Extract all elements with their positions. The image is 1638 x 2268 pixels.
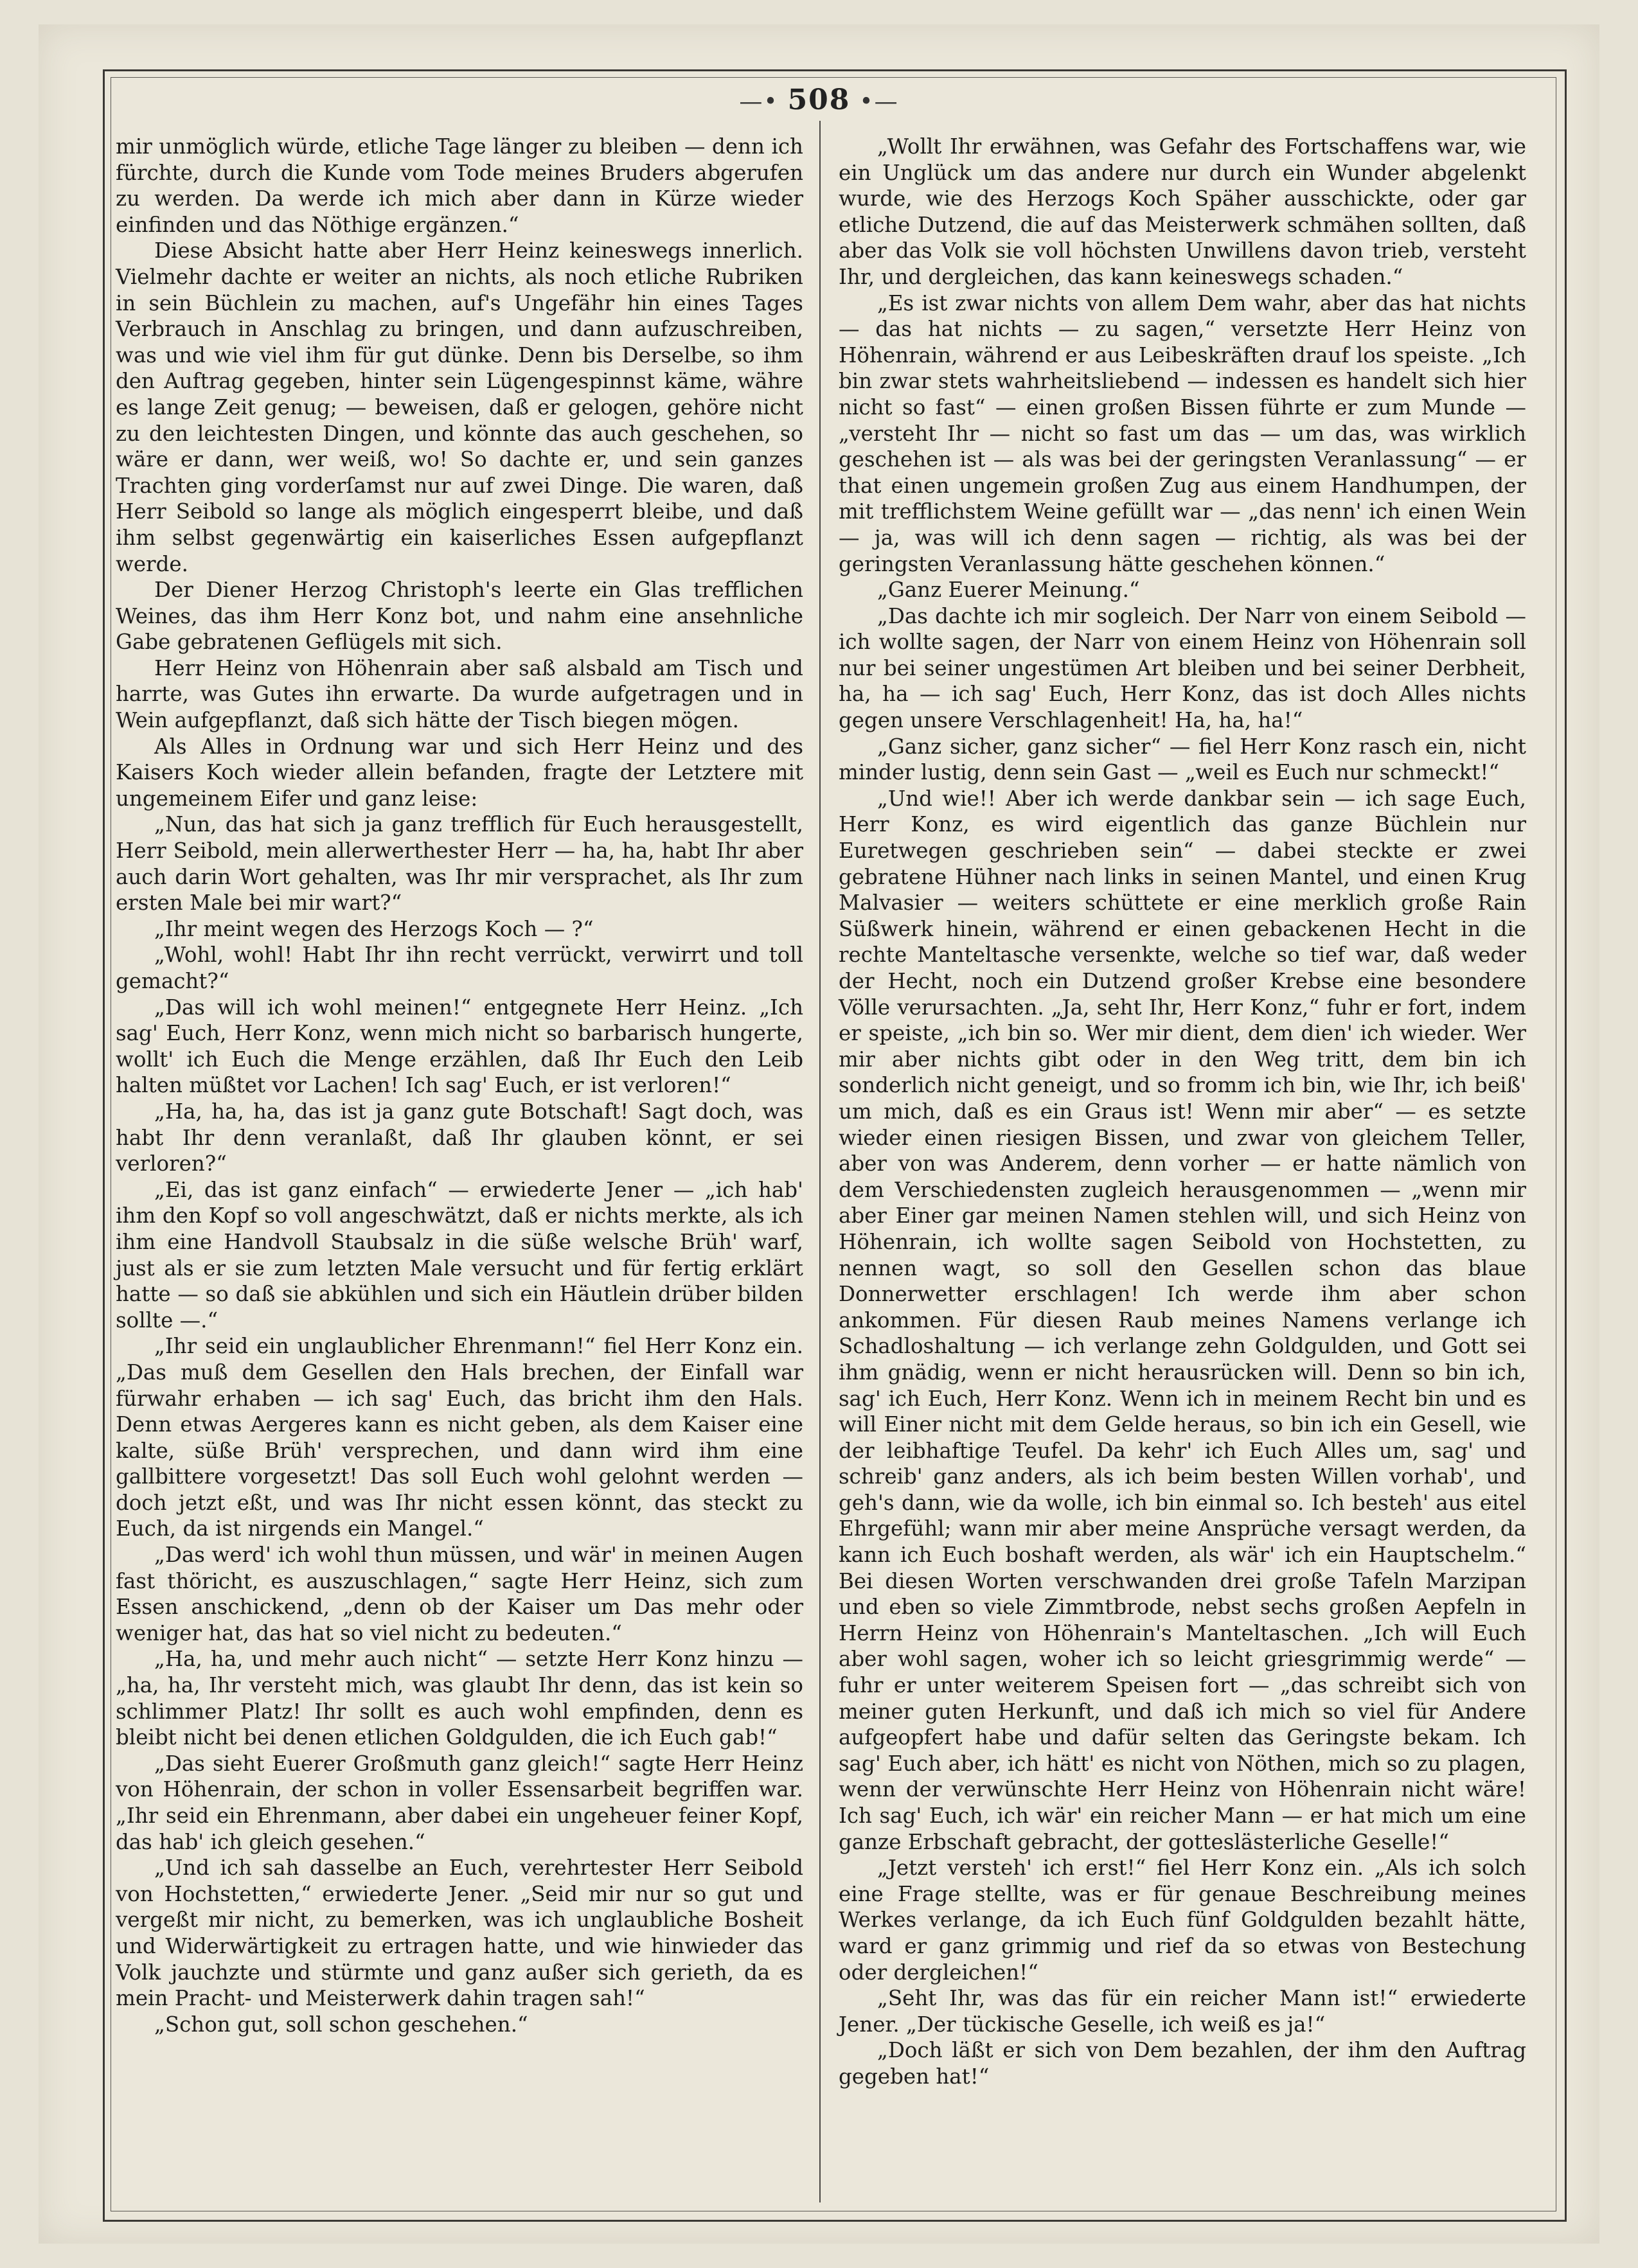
paragraph: Als Alles in Ordnung war und sich Herr Heinz und des Kaisers Koch wieder allein befanden, fragte der Letztere mit ungemeinem Eifer und ganz leise: [116,734,803,811]
paragraph: „Es ist zwar nichts von allem Dem wahr, aber das hat nichts — das hat nichts — zu sagen,“ versetzte Herr Heinz von Höhenrain, während er aus Leibeskräften drauf los speiste. „Ich bin zwar stets wahrheitsliebend — indessen es handelt sich hier nicht so fast“ — einen großen Bissen führte er zum Munde — „versteht Ihr — nicht so fast um das — um das, was wirklich geschehen ist — als was bei der geringsten Veranlassung“ — er that einen ungemein großen Zug aus einem Handhumpen, der mit trefflichstem Weine gefüllt war — „das nenn' ich einen Wein — ja, was will ich denn sagen — richtig, als was bei der geringsten Veranlassung hätte geschehen können.“ [839,290,1526,576]
paragraph: „Das will ich wohl meinen!“ entgegnete Herr Heinz. „Ich sag' Euch, Herr Konz, wenn mich nicht so barbarisch hungerte, wollt' ich Euch die Menge erzählen, daß Ihr Euch den Leib halten müßtet vor Lachen! Ich sag' Euch, er ist verloren!“ [116,995,803,1098]
paragraph: „Und wie!! Aber ich werde dankbar sein — ich sage Euch, Herr Konz, es wird eigentlich das ganze Büchlein nur Euretwegen geschrieben sein“ — dabei steckte er zwei gebratene Hühner nach links in seinen Mantel, und einen Krug Malvasier — weiters schüttete er eine merklich große Rain Süßwerk hinein, während er einen gebackenen Hecht in die rechte Manteltasche versenkte, welche so tief war, daß weder der Hecht, noch ein Dutzend großer Krebse eine besondere Völle verursachten. „Ja, seht Ihr, Herr Konz,“ fuhr er fort, indem er speiste, „ich bin so. Wer mir dient, dem dien' ich wieder. Wer mir aber nichts gibt oder in den Weg tritt, dem bin ich sonderlich nicht geneigt, und so fromm ich bin, wie Ihr, ich beiß' um mich, daß es ein Graus ist! Wenn mir aber“ — es setzte wieder einen riesigen Bissen, und zwar von gleichem Teller, aber von was Anderem, denn vorher — er hatte nämlich von dem Verschiedensten zugleich herausgenommen — „wenn mir aber Einer gar meinen Namen stehlen will, und sich Heinz von Höhenrain, ich wollte sagen Seibold von Hochstetten, zu nennen wagt, so soll den Gesellen schon das blaue Donnerwetter erschlagen! Ich werde ihm aber schon ankommen. Für diesen Raub meines Namens verlange ich Schadloshaltung — ich verlange zehn Goldgulden, und Gott sei ihm gnädig, wenn er nicht herausrücken will. Denn so bin ich, sag' ich Euch, Herr Konz. Wenn ich in meinem Recht bin und es will Einer nicht mit dem Gelde heraus, so bin ich ein Gesell, wie der leibhaftige Teufel. Da kehr' ich Euch Alles um, sag' und schreib' ganz anders, als ich beim besten Willen vorhab', und geh's dann, wie da wolle, ich bin einmal so. Ich besteh' aus eitel Ehrgefühl; wann mir aber meine Ansprüche versagt werden, da kann ich Euch boshaft werden, als wär' ich ein Hauptschelm.“ Bei diesen Worten verschwanden drei große Tafeln Marzipan und eben so viele Zimmtbrode, nebst sechs großen Aepfeln in Herrn Heinz von Höhenrain's Manteltaschen. „Ich will Euch aber wohl sagen, woher ich so leicht griesgrimmig werde“ — fuhr er unter weiterem Speisen fort — „das schreibt sich von meiner guten Herkunft, und daß ich mich so viel für Andere aufgeopfert habe und dafür selten das Geringste bekam. Ich sag' Euch aber, ich hätt' es nicht von Nöthen, mich so zu plagen, wenn der verwünschte Herr Heinz von Höhenrain nicht wäre! Ich sag' Euch, ich wär' ein reicher Mann — er hat mich um eine ganze Erbschaft gebracht, der gotteslästerliche Geselle!“ [839,786,1526,1854]
paragraph: mir unmöglich würde, etliche Tage länger zu bleiben — denn ich fürchte, durch die Kunde vom Tode meines Bruders abgerufen zu werden. Da werde ich mich aber dann in Kürze wieder einfinden und das Nöthige ergänzen.“ [116,134,803,237]
paragraph: „Doch läßt er sich von Dem bezahlen, der ihm den Auftrag gegeben hat!“ [839,2038,1526,2089]
newspaper-page [39,24,1599,2244]
paragraph: „Das werd' ich wohl thun müssen, und wär' in meinen Augen fast thöricht, es auszuschlagen,“ sagte Herr Heinz, sich zum Essen anschickend, „denn ob der Kaiser um Das mehr oder weniger hat, das hat so viel nicht zu bedeuten.“ [116,1543,803,1645]
paragraph: „Wohl, wohl! Habt Ihr ihn recht verrückt, verwirrt und toll gemacht?“ [116,943,803,993]
left-column [116,134,803,2037]
column-divider [819,121,821,2202]
paragraph: Diese Absicht hatte aber Herr Heinz keineswegs innerlich. Vielmehr dachte er weiter an nichts, als noch etliche Rubriken in sein Büchlein zu machen, auf's Ungefähr hin eines Tages Verbrauch in Anschlag zu bringen, und dann aufzuschreiben, was und wie viel ihm für gut dünke. Denn bis Derselbe, so ihm den Auftrag gegeben, hinter sein Lügengespinnst käme, währe es lange Zeit genug; — beweisen, daß er gelogen, gehöre nicht zu den leichtesten Dingen, und könnte das auch geschehen, so wäre er dann, wer weiß, wo! So dachte er, und sein ganzes Trachten ging vorderſamst nur auf zwei Dinge. Die waren, daß Herr Seibold so lange als möglich eingesperrt bleibe, und daß ihm selbst gegenwärtig ein kaiserliches Essen aufgepflanzt werde. [116,238,803,576]
paragraph: „Ganz Euerer Meinung.“ [877,578,1140,603]
paragraph: „Ganz sicher, ganz sicher“ — fiel Herr Konz rasch ein, nicht minder lustig, denn sein Gast — „weil es Euch nur schmeckt!“ [839,734,1526,785]
paragraph: „Ihr seid ein unglaublicher Ehrenmann!“ fiel Herr Konz ein. „Das muß dem Gesellen den Hals brechen, der Einfall war fürwahr erhaben — ich sag' Euch, das bricht ihm den Hals. Denn etwas Aergeres kann es nicht geben, als dem Kaiser eine kalte, süße Brüh' versprechen, und dann wird ihm eine gallbittere vorgesetzt! Das soll Euch wohl gelohnt werden — doch jetzt eßt, und was Ihr nicht essen könnt, das steckt zu Euch, da ist nirgends ein Mangel.“ [116,1334,803,1541]
paragraph: „Seht Ihr, was das für ein reicher Mann ist!“ erwiederte Jener. „Der tückische Geselle, ich weiß es ja!“ [839,1986,1526,2037]
paragraph: „Und ich sah dasselbe an Euch, verehrtester Herr Seibold von Hochstetten,“ erwiederte Jener. „Seid mir nur so gut und vergeßt mir nicht, zu bemerken, was ich unglaubliche Bosheit und Widerwärtigkeit zu ertragen hatte, und wie hinwieder das Volk jauchzte und stürmte und ganz außer sich gerieth, da es mein Pracht- und Meisterwerk dahin tragen sah!“ [116,1856,803,2011]
paragraph: „Das dachte ich mir sogleich. Der Narr von einem Seibold — ich wollte sagen, der Narr von einem Heinz von Höhenrain soll nur bei seiner ungestümen Art bleiben und bei seiner Derbheit, ha, ha — ich sag' Euch, Herr Konz, das ist doch Alles nichts gegen unsere Verschlagenheit! Ha, ha, ha!“ [839,603,1526,733]
paragraph: „Schon gut, soll schon geschehen.“ [154,2012,528,2037]
paragraph: Herr Heinz von Höhenrain aber saß alsbald am Tisch und harrte, was Gutes ihn erwarte. Da wurde aufgetragen und in Wein aufgepflanzt, daß sich hätte der Tisch biegen mögen. [116,655,803,733]
paragraph: „Das sieht Euerer Großmuth ganz gleich!“ sagte Herr Heinz von Höhenrain, der schon in voller Essensarbeit begriffen war. „Ihr seid ein Ehrenmann, aber dabei ein ungeheuer feiner Kopf, das hab' ich gleich gesehen.“ [116,1751,803,1854]
paragraph: „Nun, das hat sich ja ganz trefflich für Euch herausgestellt, Herr Seibold, mein allerwerthester Herr — ha, ha, habt Ihr aber auch darin Wort gehalten, was Ihr mir versprachet, als Ihr zum ersten Male bei mir wart?“ [116,812,803,916]
page-number: 508 [787,84,851,116]
paragraph: „Ei, das ist ganz einfach“ — erwiederte Jener — „ich hab' ihm den Kopf so voll angeschwätzt, daß er nichts merkte, als ich ihm eine Handvoll Staubsalz in die süße welsche Brüh' warf, just als er sie zum letzten Male versucht und für fertig erklärt hatte — so daß sie abkühlen und sich ein Häutlein drüber bilden sollte —.“ [116,1177,803,1333]
paragraph: „Ha, ha, und mehr auch nicht“ — setzte Herr Konz hinzu — „ha, ha, Ihr versteht mich, was glaubt Ihr denn, das ist kein so schlimmer Platz! Ihr sollt es auch wohl empfinden, denn es bleibt nicht bei denen etlichen Goldgulden, die ich Euch gab!“ [116,1647,803,1750]
page-number-header [39,84,1599,116]
ornament-dash-left: —• [739,89,779,115]
ornament-dash-right: •— [859,89,899,115]
paragraph: „Ihr meint wegen des Herzogs Koch — ?“ [154,916,594,941]
paragraph: Der Diener Herzog Christoph's leerte ein Glas trefflichen Weines, das ihm Herr Konz bot, und nahm eine ansehnliche Gabe gebratenen Geflügels mit sich. [116,578,803,655]
paragraph: „Jetzt versteh' ich erst!“ fiel Herr Konz ein. „Als ich solch eine Frage stellte, was er für genaue Beschreibung meines Werkes verlange, da ich Euch fünf Goldgulden bezahlt hätte, ward er ganz grimmig und rief da so etwas von Bestechung oder dergleichen!“ [839,1856,1526,1985]
paragraph: „Wollt Ihr erwähnen, was Gefahr des Fortschaffens war, wie ein Unglück um das andere nur durch ein Wunder abgelenkt wurde, wie des Herzogs Koch Späher ausschickte, oder gar etliche Dutzend, die auf das Meisterwerk schmähen sollten, daß aber das Volk sie voll höchsten Unwillens davon trieb, versteht Ihr, und dergleichen, das kann keineswegs schaden.“ [839,134,1526,289]
right-column [839,134,1526,2090]
paragraph: „Ha, ha, ha, das ist ja ganz gute Botschaft! Sagt doch, was habt Ihr denn veranlaßt, daß Ihr glauben könnt, er sei verloren?“ [116,1099,803,1176]
